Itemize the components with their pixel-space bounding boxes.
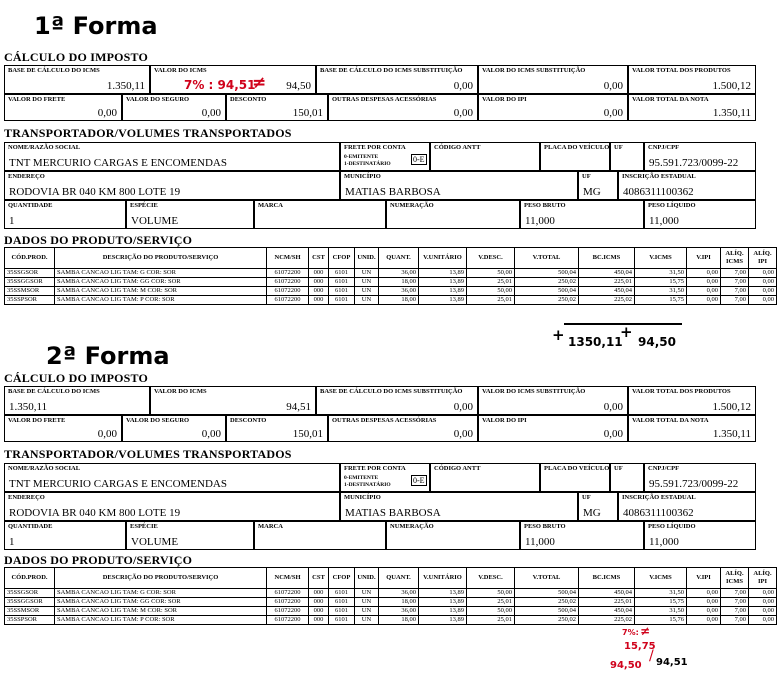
column-header: ALÍQ. IPI bbox=[749, 568, 777, 589]
column-header: CÓD.PROD. bbox=[5, 248, 55, 269]
table-cell: 61072200 bbox=[267, 589, 309, 598]
form1-heading: 1ª Forma bbox=[34, 12, 158, 40]
table-row bbox=[5, 616, 777, 625]
table-cell: 6101 bbox=[329, 278, 355, 287]
valor-icms-field: VALOR DO ICMS 94,50 bbox=[150, 65, 316, 94]
table-cell: 15,76 bbox=[635, 616, 687, 625]
column-header: V.DESC. bbox=[467, 568, 515, 589]
column-header: V.UNITÁRIO bbox=[419, 248, 467, 269]
table-cell: 35SSGSOR bbox=[5, 589, 55, 598]
table-cell: SAMBA CANCAO LIG TAM: P COR: SOR bbox=[55, 296, 267, 305]
table-cell: 61072200 bbox=[267, 278, 309, 287]
table-cell: 36,00 bbox=[379, 589, 419, 598]
table-cell: 6101 bbox=[329, 296, 355, 305]
column-header: DESCRIÇÃO DO PRODUTO/SERVIÇO bbox=[55, 248, 267, 269]
column-header: UNID. bbox=[355, 568, 379, 589]
column-header: BC.ICMS bbox=[579, 568, 635, 589]
base-icms-field: BASE DE CÁLCULO DO ICMS 1.350,11 bbox=[4, 65, 150, 94]
form2-slash-mark: / bbox=[649, 648, 654, 664]
column-header: V.TOTAL bbox=[515, 568, 579, 589]
table-cell: 13,89 bbox=[419, 589, 467, 598]
table-cell: 50,00 bbox=[467, 589, 515, 598]
table-cell: 0,00 bbox=[687, 598, 721, 607]
table-cell: 61072200 bbox=[267, 287, 309, 296]
table-cell: 13,89 bbox=[419, 598, 467, 607]
form2-calc-title: CÁLCULO DO IMPOSTO bbox=[4, 371, 149, 385]
table-cell: 500,04 bbox=[515, 287, 579, 296]
form2-neq-mark: ≠ bbox=[640, 624, 651, 638]
table-cell: 36,00 bbox=[379, 287, 419, 296]
column-header: QUANT. bbox=[379, 248, 419, 269]
table-cell: 250,02 bbox=[515, 616, 579, 625]
table-cell: SAMBA CANCAO LIG TAM: M COR: SOR bbox=[55, 287, 267, 296]
table-cell: 61072200 bbox=[267, 269, 309, 278]
table-cell: 500,04 bbox=[515, 269, 579, 278]
table-cell: 31,50 bbox=[635, 607, 687, 616]
form2-prod-title: DADOS DO PRODUTO/SERVIÇO bbox=[4, 553, 193, 567]
table-cell: 61072200 bbox=[267, 598, 309, 607]
table-cell: 7,00 bbox=[721, 287, 749, 296]
table-cell: 61072200 bbox=[267, 296, 309, 305]
column-header: CST bbox=[309, 568, 329, 589]
table-cell: 25,01 bbox=[467, 296, 515, 305]
table-cell: 18,00 bbox=[379, 278, 419, 287]
table-cell: 18,00 bbox=[379, 598, 419, 607]
table-cell: 0,00 bbox=[687, 607, 721, 616]
table-cell: 31,50 bbox=[635, 287, 687, 296]
table-cell: 35SSGGSOR bbox=[5, 598, 55, 607]
table-cell: UN bbox=[355, 278, 379, 287]
table-cell: 0,00 bbox=[749, 269, 777, 278]
table-cell: 50,00 bbox=[467, 287, 515, 296]
table-cell: 50,00 bbox=[467, 607, 515, 616]
table-cell: 0,00 bbox=[749, 616, 777, 625]
table-cell: 35SSMSOR bbox=[5, 287, 55, 296]
table-row bbox=[5, 269, 777, 278]
table-cell: 7,00 bbox=[721, 589, 749, 598]
table-cell: 0,00 bbox=[749, 589, 777, 598]
table-cell: 7,00 bbox=[721, 607, 749, 616]
column-header: DESCRIÇÃO DO PRODUTO/SERVIÇO bbox=[55, 568, 267, 589]
table-cell: 000 bbox=[309, 287, 329, 296]
table-cell: 250,02 bbox=[515, 296, 579, 305]
table-cell: SAMBA CANCAO LIG TAM: M COR: SOR bbox=[55, 607, 267, 616]
table-row bbox=[5, 607, 777, 616]
column-header: V.IPI bbox=[687, 568, 721, 589]
table-cell: 31,50 bbox=[635, 589, 687, 598]
form2-transp-row3: QUANTIDADE 1 ESPÉCIE VOLUME MARCA NUMERAÇÃO PESO BRUTO 11,000 PESO LÍQUIDO 11,000 bbox=[4, 521, 756, 550]
table-cell: SAMBA CANCAO LIG TAM: GG COR: SOR bbox=[55, 278, 267, 287]
column-header: QUANT. bbox=[379, 568, 419, 589]
column-header: CÓD.PROD. bbox=[5, 568, 55, 589]
table-cell: 0,00 bbox=[749, 598, 777, 607]
form1-transp-row2: ENDEREÇO RODOVIA BR 040 KM 800 LOTE 19 MUNICÍPIO MATIAS BARBOSA UF MG INSCRIÇÃO ESTADUAL 4086311100362 bbox=[4, 171, 756, 200]
table-cell: 0,00 bbox=[687, 287, 721, 296]
table-cell: SAMBA CANCAO LIG TAM: G COR: SOR bbox=[55, 589, 267, 598]
table-cell: 35SSMSOR bbox=[5, 607, 55, 616]
table-cell: 0,00 bbox=[687, 616, 721, 625]
table-cell: 50,00 bbox=[467, 269, 515, 278]
form2-heading: 2ª Forma bbox=[46, 342, 170, 370]
table-cell: 450,04 bbox=[579, 287, 635, 296]
form1-neq-mark: ≠ bbox=[252, 73, 267, 93]
table-cell: 225,01 bbox=[579, 598, 635, 607]
column-header: V.ICMS bbox=[635, 568, 687, 589]
table-cell: 0,00 bbox=[687, 278, 721, 287]
sum-left-value: 1350,11 bbox=[568, 335, 623, 349]
table-cell: 450,04 bbox=[579, 269, 635, 278]
table-cell: UN bbox=[355, 269, 379, 278]
form1-transp-row3: QUANTIDADE 1 ESPÉCIE VOLUME MARCA NUMERAÇÃO PESO BRUTO 11,000 PESO LÍQUIDO 11,000 bbox=[4, 200, 756, 229]
table-row bbox=[5, 278, 777, 287]
table-cell: SAMBA CANCAO LIG TAM: P COR: SOR bbox=[55, 616, 267, 625]
form2-product-table bbox=[4, 567, 777, 625]
table-cell: 6101 bbox=[329, 287, 355, 296]
table-cell: UN bbox=[355, 616, 379, 625]
column-header: NCM/SH bbox=[267, 568, 309, 589]
sum-right-value: 94,50 bbox=[638, 335, 676, 349]
table-cell: 13,89 bbox=[419, 607, 467, 616]
table-cell: SAMBA CANCAO LIG TAM: GG COR: SOR bbox=[55, 598, 267, 607]
form2-transp-title: TRANSPORTADOR/VOLUMES TRANSPORTADOS bbox=[4, 447, 292, 461]
plus-mark-2: + bbox=[620, 323, 633, 341]
valor-icms-st-field: VALOR DO ICMS SUBSTITUIÇÃO 0,00 bbox=[478, 65, 628, 94]
column-header: V.TOTAL bbox=[515, 248, 579, 269]
table-cell: 15,75 bbox=[635, 598, 687, 607]
table-cell: UN bbox=[355, 589, 379, 598]
table-cell: 225,01 bbox=[579, 278, 635, 287]
column-header: ALÍQ. IPI bbox=[749, 248, 777, 269]
table-cell: 250,02 bbox=[515, 598, 579, 607]
form2-red-note: 7%: bbox=[622, 628, 639, 637]
form2-transp-row1: NOME/RAZÃO SOCIAL TNT MERCURIO CARGAS E ENCOMENDAS FRETE POR CONTA 0-EMITENTE 1-DESTINATÁRIO 0-E CÓDIGO ANTT PLACA DO VEÍCULO UF CNPJ/CPF 95.591.723/0099-22 bbox=[4, 463, 756, 492]
table-cell: UN bbox=[355, 287, 379, 296]
table-row bbox=[5, 287, 777, 296]
form1-red-note: 7% : 94,51 bbox=[184, 78, 256, 92]
table-cell: 6101 bbox=[329, 616, 355, 625]
table-cell: 13,89 bbox=[419, 278, 467, 287]
form1-product-table bbox=[4, 247, 777, 305]
column-header: NCM/SH bbox=[267, 248, 309, 269]
column-header: CFOP bbox=[329, 568, 355, 589]
table-row bbox=[5, 589, 777, 598]
column-header: CFOP bbox=[329, 248, 355, 269]
table-cell: UN bbox=[355, 296, 379, 305]
table-cell: UN bbox=[355, 607, 379, 616]
table-cell: 61072200 bbox=[267, 616, 309, 625]
form1-prod-title: DADOS DO PRODUTO/SERVIÇO bbox=[4, 233, 193, 247]
table-cell: 35SSPSOR bbox=[5, 296, 55, 305]
column-header: V.IPI bbox=[687, 248, 721, 269]
column-header: ALÍQ. ICMS bbox=[721, 568, 749, 589]
table-cell: 450,04 bbox=[579, 589, 635, 598]
table-cell: 500,04 bbox=[515, 589, 579, 598]
plus-mark-1: + bbox=[552, 326, 565, 344]
valor-icms-value: 94,50 bbox=[286, 80, 311, 92]
table-cell: UN bbox=[355, 598, 379, 607]
table-cell: 18,00 bbox=[379, 296, 419, 305]
table-cell: 13,89 bbox=[419, 296, 467, 305]
table-cell: 35SSGGSOR bbox=[5, 278, 55, 287]
table-cell: 6101 bbox=[329, 607, 355, 616]
table-cell: 13,89 bbox=[419, 616, 467, 625]
table-cell: 000 bbox=[309, 296, 329, 305]
table-cell: 450,04 bbox=[579, 607, 635, 616]
table-cell: 000 bbox=[309, 589, 329, 598]
table-cell: 500,04 bbox=[515, 607, 579, 616]
form2-red-value-1: 15,75 bbox=[624, 641, 656, 652]
form1-calc-row2: VALOR DO FRETE 0,00 VALOR DO SEGURO 0,00 DESCONTO 150,01 OUTRAS DESPESAS ACESSÓRIAS 0,00 VALOR DO IPI 0,00 VALOR TOTAL DA NOTA 1.350,11 bbox=[4, 94, 756, 121]
column-header: V.DESC. bbox=[467, 248, 515, 269]
table-row bbox=[5, 598, 777, 607]
table-cell: 18,00 bbox=[379, 616, 419, 625]
table-cell: 7,00 bbox=[721, 278, 749, 287]
table-cell: 0,00 bbox=[749, 278, 777, 287]
column-header: ALÍQ. ICMS bbox=[721, 248, 749, 269]
table-cell: 7,00 bbox=[721, 296, 749, 305]
table-cell: 7,00 bbox=[721, 616, 749, 625]
column-header: UNID. bbox=[355, 248, 379, 269]
table-cell: 15,75 bbox=[635, 278, 687, 287]
table-cell: 0,00 bbox=[687, 269, 721, 278]
table-cell: 0,00 bbox=[749, 287, 777, 296]
form2-value-3: 94,51 bbox=[656, 657, 688, 668]
column-header: V.ICMS bbox=[635, 248, 687, 269]
table-cell: 225,02 bbox=[579, 616, 635, 625]
table-cell: 000 bbox=[309, 269, 329, 278]
table-cell: 35SSGSOR bbox=[5, 269, 55, 278]
table-cell: 13,89 bbox=[419, 287, 467, 296]
form1-calc-title: CÁLCULO DO IMPOSTO bbox=[4, 50, 149, 64]
base-icms-value: 1.350,11 bbox=[106, 80, 145, 92]
table-row bbox=[5, 296, 777, 305]
table-cell: 31,50 bbox=[635, 269, 687, 278]
table-cell: 0,00 bbox=[749, 296, 777, 305]
table-cell: 13,89 bbox=[419, 269, 467, 278]
column-header: CST bbox=[309, 248, 329, 269]
form2-red-value-2: 94,50 bbox=[610, 660, 642, 671]
table-cell: 250,02 bbox=[515, 278, 579, 287]
table-cell: 000 bbox=[309, 278, 329, 287]
table-cell: 25,01 bbox=[467, 278, 515, 287]
table-cell: 6101 bbox=[329, 589, 355, 598]
table-cell: SAMBA CANCAO LIG TAM: G COR: SOR bbox=[55, 269, 267, 278]
table-cell: 25,01 bbox=[467, 598, 515, 607]
table-cell: 61072200 bbox=[267, 607, 309, 616]
table-cell: 0,00 bbox=[687, 296, 721, 305]
table-cell: 6101 bbox=[329, 598, 355, 607]
table-cell: 35SSPSOR bbox=[5, 616, 55, 625]
table-cell: 6101 bbox=[329, 269, 355, 278]
form2-calc-row2: VALOR DO FRETE 0,00 VALOR DO SEGURO 0,00 DESCONTO 150,01 OUTRAS DESPESAS ACESSÓRIAS 0,00 VALOR DO IPI 0,00 VALOR TOTAL DA NOTA 1.350,11 bbox=[4, 415, 756, 442]
column-header: V.UNITÁRIO bbox=[419, 568, 467, 589]
form1-transp-row1: NOME/RAZÃO SOCIAL TNT MERCURIO CARGAS E ENCOMENDAS FRETE POR CONTA 0-EMITENTE 1-DESTINATÁRIO 0-E CÓDIGO ANTT PLACA DO VEÍCULO UF CNPJ/CPF 95.591.723/0099-22 bbox=[4, 142, 756, 171]
column-header: BC.ICMS bbox=[579, 248, 635, 269]
table-cell: 7,00 bbox=[721, 598, 749, 607]
form1-transp-title: TRANSPORTADOR/VOLUMES TRANSPORTADOS bbox=[4, 126, 292, 140]
table-cell: 000 bbox=[309, 607, 329, 616]
table-cell: 225,02 bbox=[579, 296, 635, 305]
form1-calc-row1 bbox=[4, 65, 756, 94]
total-produtos-field: VALOR TOTAL DOS PRODUTOS 1.500,12 bbox=[628, 65, 756, 94]
table-cell: 36,00 bbox=[379, 607, 419, 616]
table-cell: 36,00 bbox=[379, 269, 419, 278]
form2-calc-row1: BASE DE CÁLCULO DO ICMS 1.350,11 VALOR DO ICMS 94,51 BASE DE CÁLCULO DO ICMS SUBSTITUIÇÃO 0,00 VALOR DO ICMS SUBSTITUIÇÃO 0,00 VALOR TOTAL DOS PRODUTOS 1.500,12 bbox=[4, 386, 756, 415]
table-cell: 15,75 bbox=[635, 296, 687, 305]
table-cell: 000 bbox=[309, 616, 329, 625]
table-cell: 25,01 bbox=[467, 616, 515, 625]
base-icms-st-field: BASE DE CÁLCULO DO ICMS SUBSTITUIÇÃO 0,00 bbox=[316, 65, 478, 94]
table-cell: 7,00 bbox=[721, 269, 749, 278]
table-cell: 000 bbox=[309, 598, 329, 607]
table-cell: 0,00 bbox=[687, 589, 721, 598]
form2-transp-row2: ENDEREÇO RODOVIA BR 040 KM 800 LOTE 19 MUNICÍPIO MATIAS BARBOSA UF MG INSCRIÇÃO ESTADUAL 4086311100362 bbox=[4, 492, 756, 521]
table-cell: 0,00 bbox=[749, 607, 777, 616]
